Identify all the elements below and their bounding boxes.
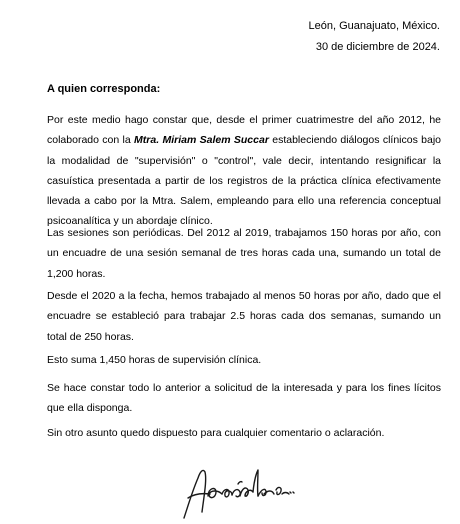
paragraph-collaboration-rest: estableciendo diálogos clínicos bajo la modalidad de "supervisión" o "control", vale decir, intentando resignificar la casuística presentada a partir de los registros de la práctica clínica efectivamente llevada a cabo por la Mtra. Salem, empleando para ello una referencia conceptual psicoanalítica y un abordaje clínico.: [47, 134, 442, 228]
paragraph-closing: Sin otro asunto quedo dispuesto para cualquier comentario o aclaración.: [47, 427, 385, 439]
paragraph-sessions-2012-2019: Las sesiones son periódicas. Del 2012 al 2019, trabajamos 150 horas por año, con un encuadre de una sesión semanal de tres horas cada una, sumando un total de 1,200 horas.: [47, 227, 441, 280]
paragraph-purpose: Se hace constar todo lo anterior a solicitud de la interesada y para los fines lícitos que ella disponga.: [47, 382, 441, 415]
paragraph-total-hours: Esto suma 1,450 horas de supervisión clínica.: [47, 354, 262, 366]
paragraph-collaboration-intro: Por este medio hago constar que, desde el primer cuatrimestre del año 2012, he colaborado con la: [47, 114, 441, 147]
letter-greeting: A quien corresponda:: [47, 83, 161, 95]
supervisee-name: Mtra. Miriam Salem Succar: [134, 134, 269, 147]
place-date-block: [309, 16, 440, 58]
letter-date: 30 de diciembre de 2024.: [315, 41, 440, 53]
handwritten-signature-icon: [178, 456, 298, 522]
paragraph-collaboration: [47, 110, 441, 232]
letter-place: León, Guanajuato, México.: [308, 20, 440, 32]
paragraph-sessions-2020: Desde el 2020 a la fecha, hemos trabajado al menos 50 horas por año, dado que el encuadre se estableció para trabajar 2.5 horas cada dos semanas, sumando un total de 250 horas.: [47, 290, 441, 343]
